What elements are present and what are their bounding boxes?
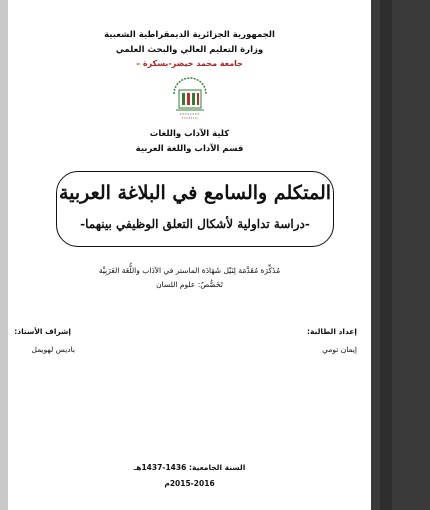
ministry-line: وزارة التعليم العالي والبحث العلمي <box>115 45 264 55</box>
academic-year-gregorian: 2015-2016م <box>164 479 215 488</box>
department-line: قسم الآداب واللغة العربية <box>135 144 244 154</box>
academic-year-hijri: السنة الجامعية: 1436-1437هـ <box>133 463 246 472</box>
student-label: إعداد الطالبة: <box>307 327 357 336</box>
thesis-specialty: تَخَصُّصٌ: علوم اللسان <box>156 280 223 289</box>
student-name: إيمان تومي <box>322 345 357 354</box>
scrollbar-thumb[interactable] <box>380 0 392 510</box>
left-gutter <box>0 0 8 510</box>
title-box <box>56 171 334 247</box>
thesis-subtitle: -دراسة تداولية لأشكال التعلق الوظيفي بينهما- <box>80 217 310 231</box>
university-logo-icon <box>168 76 212 122</box>
university-line: جامعة محمد خيضر-بسكرة – <box>136 59 243 68</box>
faculty-line: كلية الآداب واللغات <box>149 129 230 139</box>
document-page <box>8 0 371 510</box>
supervisor-label: إشراف الأستاذ: <box>14 327 71 336</box>
thesis-purpose: مُذَكِّرَة مُقَدَّمَة لِنَيْل شَهَادَة الماستر في الآدَاب واللُّغَة العَرَبِيَّة <box>98 266 281 275</box>
republic-line: الجمهورية الجزائرية الديمقراطية الشعبية <box>104 30 275 40</box>
supervisor-name: باديس لهويمل <box>31 345 75 354</box>
thesis-title: المتكلم والسامع في البلاغة العربية <box>58 182 332 204</box>
